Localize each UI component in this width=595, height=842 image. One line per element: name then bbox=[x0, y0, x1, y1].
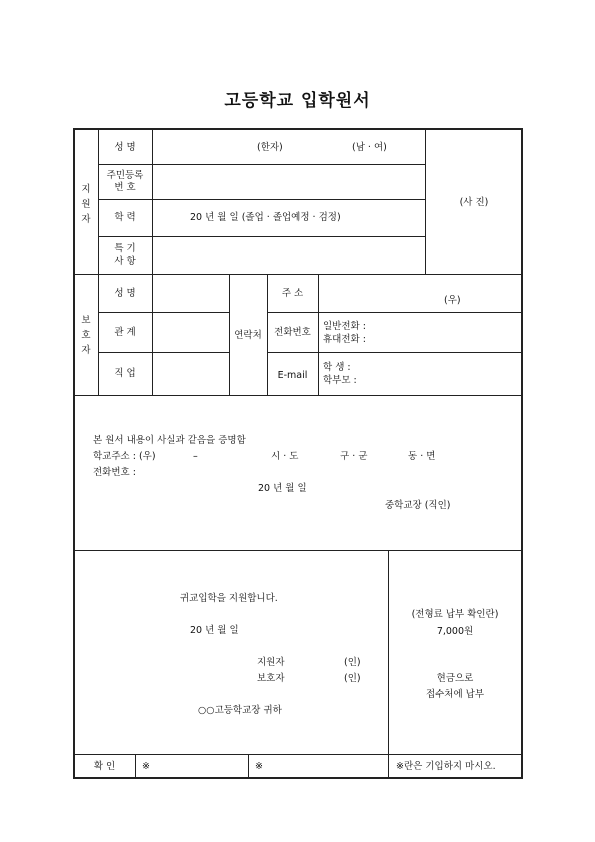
office-use-mark: ※ bbox=[255, 761, 263, 772]
addressee: ○○고등학교장 귀하 bbox=[198, 705, 282, 716]
address-dash: – bbox=[193, 451, 198, 462]
divider bbox=[152, 128, 153, 274]
gender-label: (남 · 여) bbox=[352, 142, 387, 153]
relation-label: 관 계 bbox=[114, 327, 136, 338]
certification-date: 20 년 월 일 bbox=[258, 483, 307, 494]
contact-label: 연락처 bbox=[234, 330, 262, 341]
divider bbox=[98, 199, 425, 200]
hanja-label: (한자) bbox=[257, 142, 283, 153]
divider bbox=[135, 754, 136, 778]
divider bbox=[388, 550, 389, 754]
phone-label: 전화번호 bbox=[274, 327, 311, 338]
special-notes-label: 특 기 bbox=[114, 243, 136, 254]
office-use-mark: ※ bbox=[142, 761, 150, 772]
school-address-label: 학교주소 : (우) bbox=[93, 451, 156, 462]
divider bbox=[98, 164, 425, 165]
divider bbox=[73, 550, 523, 551]
form-border-left bbox=[73, 128, 75, 779]
applicant-section-label: 지 원 자 bbox=[81, 184, 91, 225]
form-border-top bbox=[73, 128, 523, 130]
divider bbox=[98, 312, 229, 313]
application-date: 20 년 월 일 bbox=[190, 625, 239, 636]
divider bbox=[267, 352, 523, 353]
postal-label: (우) bbox=[444, 295, 461, 306]
divider bbox=[73, 754, 523, 755]
student-email-label: 학 생 : bbox=[323, 362, 351, 373]
divider bbox=[318, 274, 319, 395]
divider bbox=[98, 236, 425, 237]
divider bbox=[267, 312, 523, 313]
address-label: 주 소 bbox=[281, 288, 304, 299]
gugun-label: 구 · 군 bbox=[340, 451, 368, 462]
form-title: 고등학교 입학원서 bbox=[224, 91, 371, 111]
education-text: 20 년 월 일 (졸업 · 졸업예정 · 검정) bbox=[190, 212, 341, 223]
application-request: 귀교입학을 지원합니다. bbox=[180, 593, 278, 604]
education-label: 학 력 bbox=[114, 212, 136, 223]
divider bbox=[248, 754, 249, 778]
divider bbox=[152, 274, 153, 395]
divider bbox=[73, 395, 523, 396]
guardian-name-label: 성 명 bbox=[114, 288, 136, 299]
resident-number-label: 번 호 bbox=[114, 182, 136, 193]
office-use-notice: ※란은 기입하지 마시오. bbox=[396, 761, 496, 772]
fee-method: 접수처에 납부 bbox=[425, 689, 485, 700]
special-notes-label: 사 항 bbox=[114, 256, 136, 267]
school-phone-label: 전화번호 : bbox=[93, 467, 136, 478]
guardian-signature-label: 보호자 bbox=[257, 673, 285, 684]
fee-method: 현금으로 bbox=[436, 673, 474, 684]
divider bbox=[98, 352, 229, 353]
name-label: 성 명 bbox=[114, 142, 136, 153]
applicant-signature-label: 지원자 bbox=[257, 657, 285, 668]
email-label: E-mail bbox=[277, 370, 308, 381]
applicant-seal: (인) bbox=[344, 657, 361, 668]
parent-email-label: 학부모 : bbox=[323, 375, 357, 386]
form-border-right bbox=[521, 128, 523, 779]
fee-amount: 7,000원 bbox=[436, 626, 474, 637]
resident-number-label: 주민등록 bbox=[106, 170, 144, 181]
dong-label: 동 · 면 bbox=[408, 451, 436, 462]
principal-seal: 중학교장 (직인) bbox=[385, 500, 451, 511]
mobile-phone-label: 휴대전화 : bbox=[323, 334, 366, 345]
guardian-seal: (인) bbox=[344, 673, 361, 684]
divider bbox=[73, 274, 523, 275]
general-phone-label: 일반전화 : bbox=[323, 321, 366, 332]
guardian-section-label: 보 호 자 bbox=[81, 315, 91, 356]
photo-placeholder: (사 진) bbox=[459, 197, 489, 208]
sido-label: 시 · 도 bbox=[271, 451, 299, 462]
certification-text: 본 원서 내용이 사실과 같음을 증명함 bbox=[93, 435, 246, 446]
divider bbox=[388, 754, 389, 778]
confirm-label: 확 인 bbox=[93, 761, 116, 772]
fee-heading: (전형료 납부 확인란) bbox=[411, 609, 499, 620]
form-border-bottom bbox=[73, 777, 523, 779]
job-label: 직 업 bbox=[114, 368, 136, 379]
